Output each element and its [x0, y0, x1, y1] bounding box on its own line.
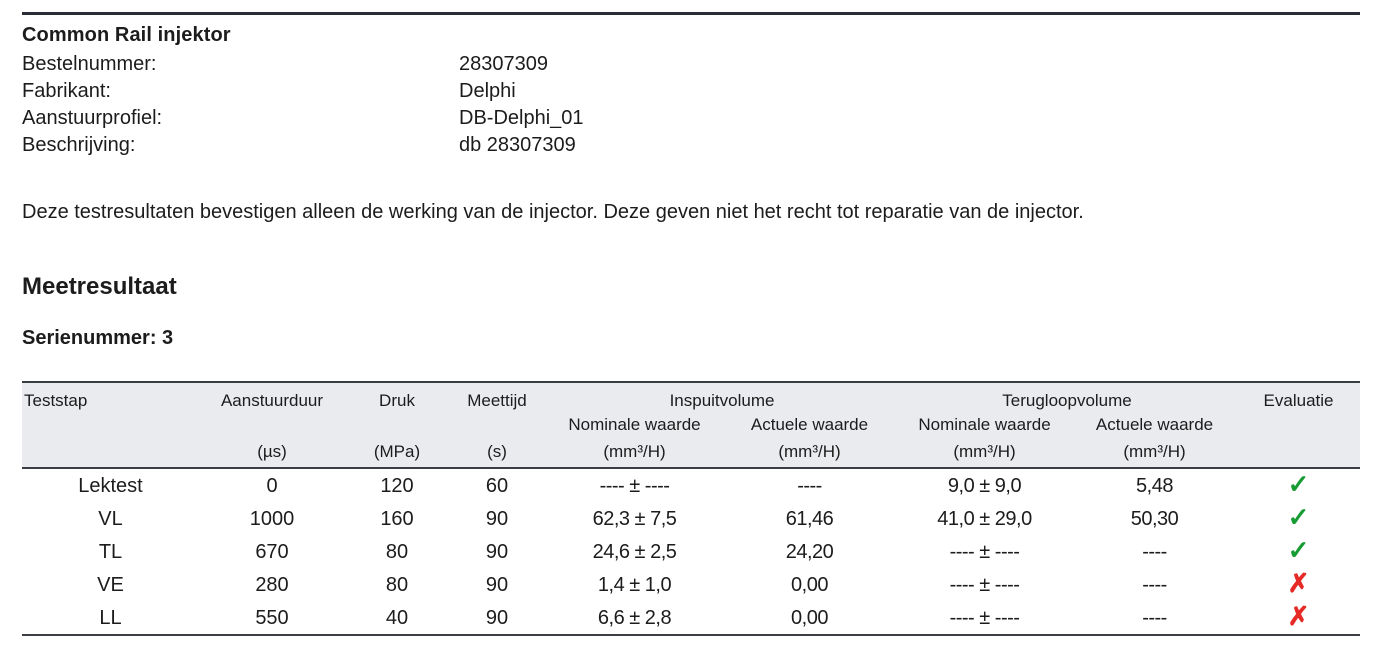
- cell-druk: 120: [380, 474, 414, 497]
- col-header-inspuitvolume: Inspuitvolume: [547, 382, 897, 413]
- cell-inspuit-nominaal: ---- ± ----: [599, 474, 670, 497]
- info-row-fabrikant: [22, 80, 922, 107]
- section-heading-meetresultaat: Meetresultaat: [22, 273, 177, 300]
- cell-inspuit-actueel: ----: [797, 474, 822, 497]
- table-row: [22, 502, 1360, 535]
- info-value: 28307309: [459, 53, 548, 75]
- cell-druk: 80: [385, 540, 409, 563]
- col-unit-aanstuurduur: (µs): [197, 437, 347, 468]
- cross-icon: ✗: [1287, 568, 1310, 598]
- cell-aanstuurduur: 280: [255, 573, 289, 596]
- cell-aanstuurduur: 1000: [249, 507, 295, 530]
- cell-druk: 40: [347, 601, 447, 635]
- cell-inspuit-nominaal: 62,3 ± 7,5: [592, 507, 677, 530]
- check-icon: ✓: [1287, 535, 1310, 565]
- cell-teststap: LL: [22, 601, 197, 635]
- info-value: db 28307309: [459, 134, 576, 156]
- col-subheader-blank-druk: [347, 413, 447, 437]
- col-header-teststap: Teststap: [22, 382, 197, 413]
- cell-inspuit-nominaal: 6,6 ± 2,8: [547, 601, 722, 635]
- col-subheader-blank-meettijd: [447, 413, 547, 437]
- table-head: [22, 382, 1360, 468]
- col-header-druk: Druk: [347, 382, 447, 413]
- cross-icon: ✗: [1287, 601, 1310, 631]
- cell-terugloop-actueel: ----: [1072, 601, 1237, 635]
- cell-evaluatie: [1237, 502, 1360, 535]
- info-value: DB-Delphi_01: [459, 107, 584, 129]
- cell-meettijd: 60: [485, 474, 509, 497]
- page-title: Common Rail injektor: [22, 24, 231, 46]
- cell-evaluatie: [1237, 468, 1360, 502]
- col-unit-inspuit-nominale: (mm³/H): [547, 437, 722, 468]
- cell-inspuit-actueel: 0,00: [722, 601, 897, 635]
- col-header-aanstuurduur: Aanstuurduur: [197, 382, 347, 413]
- cell-meettijd: 90: [485, 540, 509, 563]
- info-row-beschrijving: [22, 134, 922, 161]
- cell-inspuit-actueel: 24,20: [785, 540, 834, 563]
- cell-terugloop-nominaal: ---- ± ----: [897, 601, 1072, 635]
- col-subheader-inspuit-actuele: Actuele waarde: [722, 413, 897, 437]
- col-header-evaluatie: Evaluatie: [1237, 382, 1360, 413]
- col-unit-blank-evaluatie: [1237, 437, 1360, 468]
- table-row: [22, 468, 1360, 502]
- info-row-bestelnummer: [22, 53, 922, 80]
- table-header-row-sub: [22, 413, 1360, 437]
- cell-evaluatie: [1237, 535, 1360, 568]
- table-body: [22, 468, 1360, 635]
- info-row-aanstuurprofiel: [22, 107, 922, 134]
- col-unit-druk: (MPa): [347, 437, 447, 468]
- info-label: Beschrijving:: [22, 134, 136, 156]
- table-row: [22, 535, 1360, 568]
- col-unit-meettijd: (s): [447, 437, 547, 468]
- info-label: Fabrikant:: [22, 80, 111, 102]
- cell-aanstuurduur: 550: [197, 601, 347, 635]
- check-icon: ✓: [1287, 469, 1310, 499]
- col-unit-blank-teststap: [22, 437, 197, 468]
- cell-inspuit-actueel: 61,46: [785, 507, 834, 530]
- cell-teststap: Lektest: [78, 474, 143, 497]
- disclaimer-text: Deze testresultaten bevestigen alleen de werking van de injector. Deze geven niet het recht tot reparatie van de injector.: [22, 201, 1084, 223]
- col-subheader-blank-aanstuurduur: [197, 413, 347, 437]
- cell-terugloop-nominaal: 9,0 ± 9,0: [947, 474, 1022, 497]
- cell-druk: 160: [380, 507, 414, 530]
- section-heading-serienummer: Serienummer: 3: [22, 327, 174, 349]
- cell-meettijd: 90: [485, 573, 509, 596]
- table-row: [22, 601, 1360, 635]
- cell-aanstuurduur: 0: [266, 474, 278, 497]
- col-subheader-terugloop-nominale: Nominale waarde: [897, 413, 1072, 437]
- results-table-container: [22, 381, 1360, 636]
- cell-terugloop-nominaal: ---- ± ----: [949, 540, 1020, 563]
- cell-aanstuurduur: 670: [255, 540, 289, 563]
- injector-info-list: [22, 53, 922, 161]
- check-icon: ✓: [1287, 502, 1310, 532]
- cell-terugloop-nominaal: ---- ± ----: [949, 573, 1020, 596]
- cell-inspuit-nominaal: 24,6 ± 2,5: [592, 540, 677, 563]
- cell-teststap: VE: [97, 573, 124, 596]
- col-header-terugloopvolume: Terugloopvolume: [897, 382, 1237, 413]
- cell-terugloop-actueel: ----: [1142, 540, 1167, 563]
- header-rule: [22, 12, 1360, 15]
- cell-evaluatie: [1237, 601, 1360, 635]
- info-label: Aanstuurprofiel:: [22, 107, 163, 129]
- col-unit-terugloop-nominale: (mm³/H): [897, 437, 1072, 468]
- cell-terugloop-actueel: 5,48: [1136, 474, 1173, 497]
- cell-evaluatie: [1237, 568, 1360, 601]
- table-header-row-main: [22, 382, 1360, 413]
- info-value: Delphi: [459, 80, 516, 102]
- cell-inspuit-actueel: 0,00: [791, 573, 828, 596]
- cell-druk: 80: [385, 573, 409, 596]
- cell-teststap: VL: [98, 507, 123, 530]
- cell-terugloop-nominaal: 41,0 ± 29,0: [937, 507, 1032, 530]
- cell-terugloop-actueel: 50,30: [1130, 507, 1179, 530]
- table-header-row-units: [22, 437, 1360, 468]
- table-row: [22, 568, 1360, 601]
- col-unit-terugloop-actuele: (mm³/H): [1072, 437, 1237, 468]
- cell-meettijd: 90: [485, 507, 509, 530]
- cell-inspuit-nominaal: 1,4 ± 1,0: [597, 573, 672, 596]
- info-label: Bestelnummer:: [22, 53, 157, 75]
- col-subheader-blank-teststap: [22, 413, 197, 437]
- col-unit-inspuit-actuele: (mm³/H): [722, 437, 897, 468]
- col-subheader-terugloop-actuele: Actuele waarde: [1072, 413, 1237, 437]
- measurement-results-table: [22, 381, 1360, 636]
- cell-teststap: TL: [98, 540, 123, 563]
- cell-meettijd: 90: [447, 601, 547, 635]
- col-header-meettijd: Meettijd: [447, 382, 547, 413]
- col-subheader-inspuit-nominale: Nominale waarde: [547, 413, 722, 437]
- col-subheader-blank-evaluatie: [1237, 413, 1360, 437]
- cell-terugloop-actueel: ----: [1142, 573, 1167, 596]
